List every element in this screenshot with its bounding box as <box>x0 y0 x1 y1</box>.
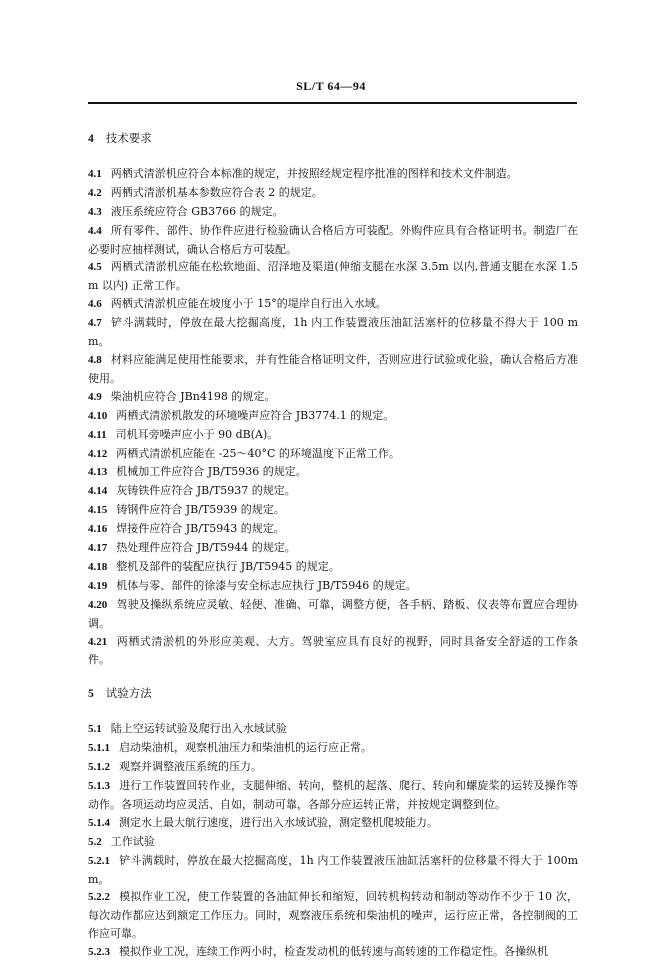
clause-number: 5.1.2 <box>88 761 110 774</box>
clause-number: 4.10 <box>88 409 108 422</box>
clause <box>88 407 578 426</box>
clause <box>88 833 578 852</box>
clause-text: 两栖式清淤机散发的环境噪声应符合 JB3774.1 的规定。 <box>116 408 395 422</box>
clause <box>88 596 578 633</box>
clause-text: 焊接件应符合 JB/T5943 的规定。 <box>116 522 285 536</box>
clause <box>88 739 578 758</box>
clause <box>88 463 578 482</box>
clause-number: 4.18 <box>88 560 108 573</box>
clause <box>88 577 578 596</box>
clause-text: 司机耳旁噪声应小于 90 dB(A)。 <box>115 427 279 441</box>
clause-number: 4.1 <box>88 167 102 180</box>
clause-list <box>88 720 578 962</box>
section-number: 4 <box>88 133 94 145</box>
clause-text: 所有零件、部件、协作件应进行检验确认合格后方可装配。外购件应具有合格证明书。制造厂在必要时应抽样测试，确认合格后方可装配。 <box>88 223 578 256</box>
clause <box>88 426 578 445</box>
header-rule <box>88 102 577 104</box>
clause-number: 5.1.3 <box>88 780 110 792</box>
clause <box>88 222 578 259</box>
clause-number: 5.2.2 <box>88 891 110 904</box>
clause-number: 4.6 <box>88 298 102 311</box>
clause-number: 4.13 <box>88 466 108 479</box>
clause <box>88 777 578 814</box>
clause-text: 测定水上最大航行速度，进行出入水域试验，测定整机爬坡能力。 <box>119 815 438 829</box>
clause-text: 两栖式清淤机应能在 -25～40°C 的环境温度下正常工作。 <box>116 446 400 460</box>
clause-text: 启动柴油机，观察机油压力和柴油机的运行应正常。 <box>119 741 372 755</box>
clause <box>88 633 578 670</box>
clause <box>88 520 578 539</box>
clause <box>88 482 578 501</box>
clause-text: 热处理件应符合 JB/T5944 的规定。 <box>116 541 296 555</box>
clause <box>88 258 578 295</box>
clause-text: 灰铸铁件应符合 JB/T5937 的规定。 <box>116 484 296 498</box>
clause-number: 4.17 <box>88 542 108 555</box>
clause <box>88 388 578 407</box>
clause-text: 机体与零、部件的徐漆与安全标志应执行 JB/T5946 的规定。 <box>116 578 417 592</box>
clause <box>88 852 578 889</box>
clause-text: 铲斗满载时，停放在最大挖掘高度，1h 内工作装置液压油缸活塞杆的位移量不得大于 100mm。 <box>88 853 578 886</box>
clause-number: 5.1.1 <box>88 742 110 755</box>
clause-text: 铸钢件应符合 JB/T5939 的规定。 <box>116 503 285 517</box>
clause-number: 5.2.3 <box>88 946 110 959</box>
clause-text: 进行工作装置回转作业，支腿伸缩、转向，整机的起落、爬行、转向和螺旋桨的运转及操作等动作。各项运动均应灵活、自如，制动可靠，各部分应运转正常，并按规定调整到位。 <box>88 779 578 811</box>
clause <box>88 314 578 351</box>
clause-text: 模拟作业工况，连续工作两小时，检查发动机的低转速与高转速的工作稳定性。各操纵机 <box>119 945 548 959</box>
clause <box>88 539 578 558</box>
clause-number: 5.2.1 <box>88 854 110 867</box>
clause-text: 模拟作业工况，使工作装置的各油缸伸长和缩短，回转机构转动和制动等动作不少于 10 次，每次动作都应达到额定工作压力。同时，观察液压系统和柴油机的噪声，运行应正常，各控制阀的工作应可靠。 <box>88 890 578 941</box>
clause-number: 4.16 <box>88 523 108 536</box>
clause-text: 柴油机应符合 JBn4198 的规定。 <box>110 389 276 403</box>
clause-text: 两栖式清淤机应符合本标准的规定，并按照经规定程序批准的图样和技术文件制造。 <box>110 166 518 180</box>
section-number: 5 <box>88 688 94 701</box>
clause-number: 5.1 <box>88 723 102 736</box>
clause-text: 整机及部件的装配应执行 JB/T5945 的规定。 <box>116 559 340 573</box>
clause-text: 驾驶及操纵系统应灵敏、轻便、准确、可靠，调整方便，各手柄、踏板、仪表等布置应合理协调。 <box>88 597 578 630</box>
clause-text: 材料应能满足使用性能要求，并有性能合格证明文件，否则应进行试验或化验，确认合格后方准使用。 <box>88 352 578 385</box>
clause <box>88 165 578 184</box>
clause-number: 4.3 <box>88 205 102 218</box>
section-heading <box>88 685 578 704</box>
clause-number: 4.2 <box>88 186 102 199</box>
clause-number: 4.14 <box>88 485 108 498</box>
clause-text: 工作试验 <box>110 834 155 848</box>
clause-number: 4.5 <box>88 261 102 274</box>
clause-list <box>88 165 578 669</box>
clause-number: 4.15 <box>88 504 108 517</box>
clause <box>88 558 578 577</box>
section-title: 试验方法 <box>105 686 152 701</box>
clause-text: 两栖式清淤机应能在坡度小于 15°的堤岸自行出入水域。 <box>110 297 387 311</box>
clause-number: 4.19 <box>88 579 108 592</box>
clause <box>88 351 578 388</box>
section-title: 技术要求 <box>105 131 152 145</box>
clause <box>88 943 578 962</box>
clause-text: 液压系统应符合 GB3766 的规定。 <box>110 204 284 218</box>
clause-number: 5.2 <box>88 835 102 848</box>
section-heading <box>88 130 578 149</box>
clause <box>88 203 578 222</box>
clause-text: 机械加工件应符合 JB/T5936 的规定。 <box>116 465 307 479</box>
clause-number: 4.11 <box>88 428 107 441</box>
page-header: SL/T 64—94 <box>296 79 366 93</box>
clause-number: 5.1.4 <box>88 816 110 829</box>
clause-number: 4.20 <box>88 598 108 611</box>
clause-text: 两栖式清淤机应能在松软地面、沼泽地及渠道(伸缩支腿在水深 3.5m 以内,普通支腿在水深 1.5m 以内) 正常工作。 <box>88 260 578 293</box>
clause-text: 铲斗满载时，停放在最大挖掘高度，1h 内工作装置液压油缸活塞杆的位移量不得大于 100 mm。 <box>88 316 578 349</box>
clause-number: 4.4 <box>88 224 102 237</box>
clause <box>88 720 578 739</box>
clause-number: 4.8 <box>88 353 102 366</box>
clause-number: 4.7 <box>88 317 102 330</box>
clause-text: 两栖式清淤机的外形应美观、大方。驾驶室应具有良好的视野，同时具备安全舒适的工作条件。 <box>88 634 578 667</box>
document-body <box>88 130 578 962</box>
clause-number: 4.12 <box>88 447 108 460</box>
clause-text: 观察并调整液压系统的压力。 <box>119 760 262 774</box>
clause-text: 陆上空运转试验及爬行出入水域试验 <box>110 722 287 736</box>
clause-text: 两栖式清淤机基本参数应符合表 2 的规定。 <box>110 185 323 199</box>
clause-number: 4.21 <box>88 635 108 648</box>
clause-number: 4.9 <box>88 390 102 403</box>
clause <box>88 184 578 203</box>
clause <box>88 445 578 464</box>
clause <box>88 501 578 520</box>
clause <box>88 758 578 777</box>
clause <box>88 814 578 833</box>
clause <box>88 295 578 314</box>
